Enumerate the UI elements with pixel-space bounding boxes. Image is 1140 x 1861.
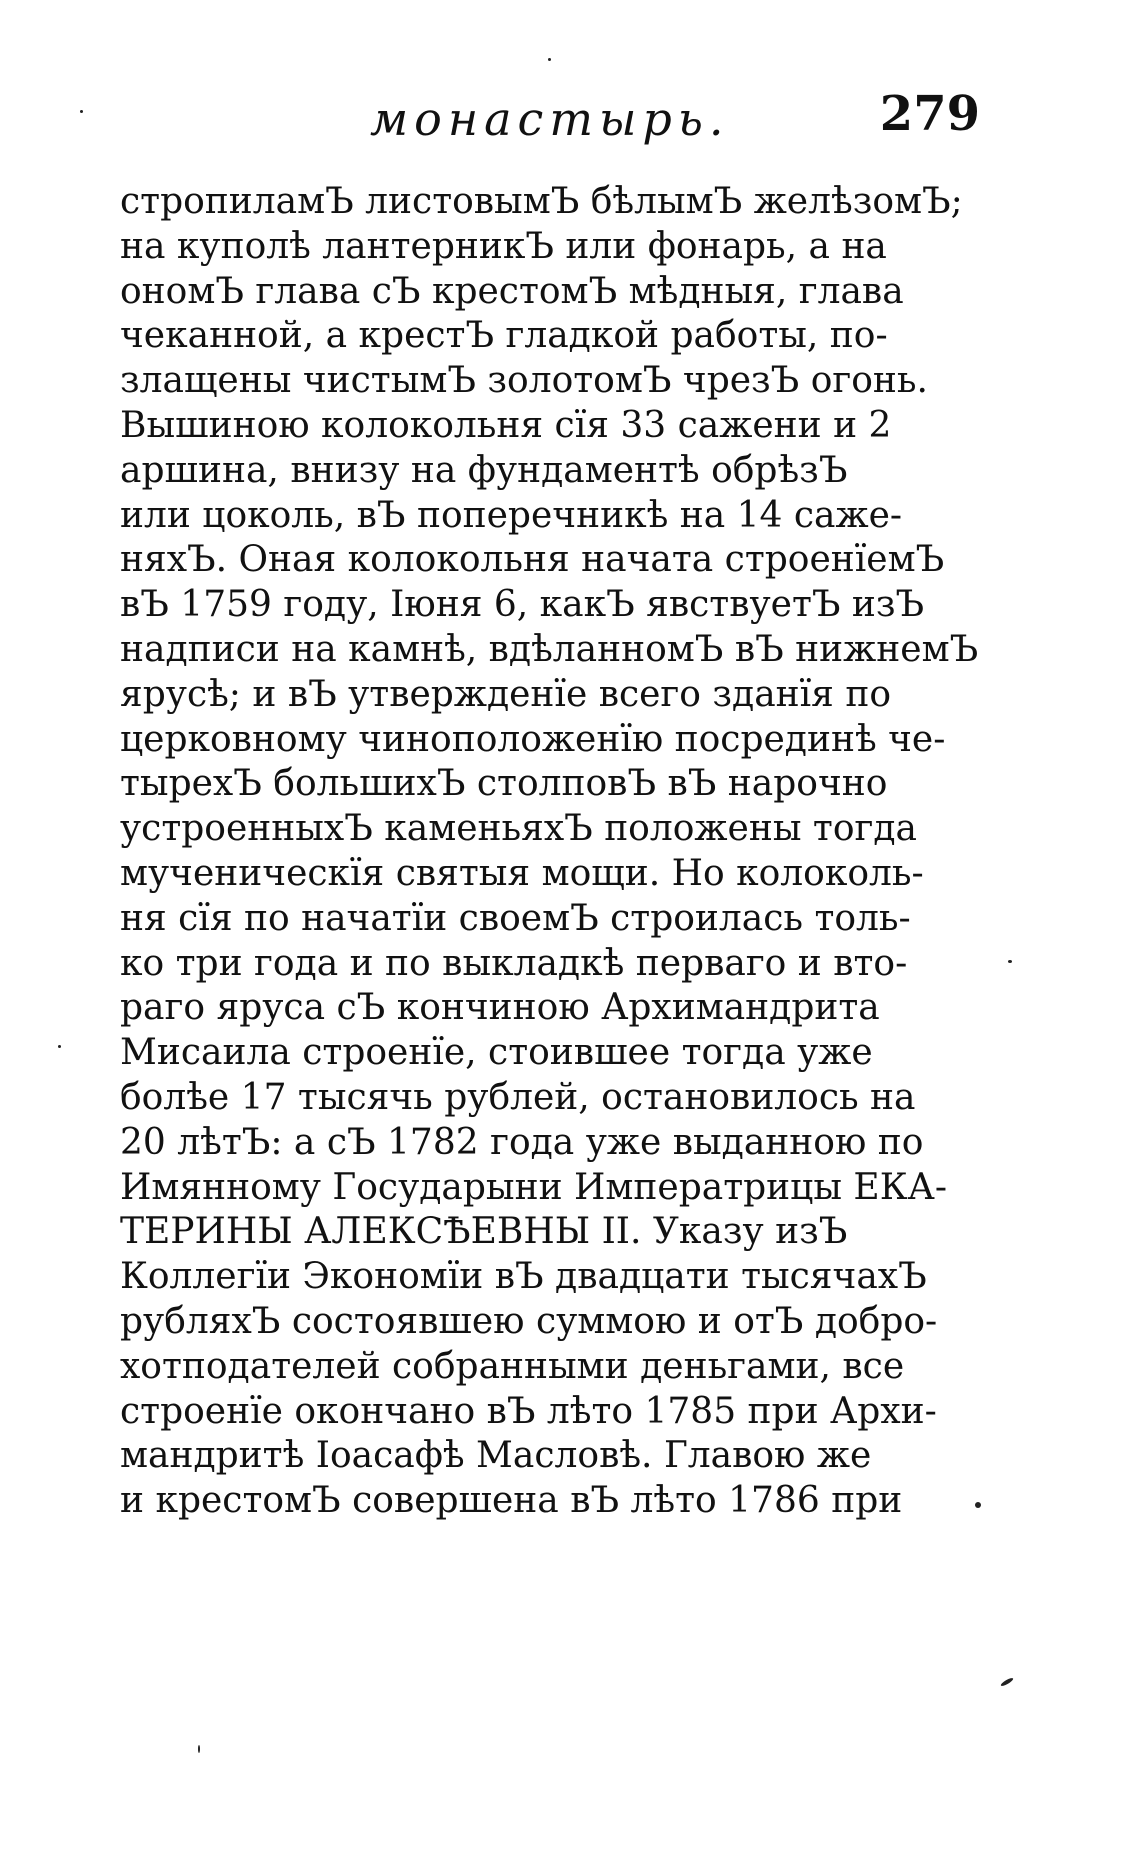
text-line: хотподателей собранными деньгами, все <box>120 1345 905 1387</box>
text-line: ко три года и по выкладкѣ перваго и вто- <box>120 942 908 984</box>
text-line: ономЪ глава сЪ крестомЪ мѣдныя, глава <box>120 270 904 312</box>
text-line: Мисаила строенїе, стоившее тогда уже <box>120 1032 873 1074</box>
text-line: надписи на камнѣ, вдѣланномЪ вЪ нижнемЪ <box>120 628 979 670</box>
text-line: болѣе 17 тысячь рублей, остановилось на <box>120 1076 916 1118</box>
text-line: мандритѣ Іоасафѣ Масловѣ. Главою же <box>120 1435 872 1477</box>
text-line: ТЕРИНЫ АЛЕКСѢЕВНЫ II. Указу изЪ <box>120 1211 848 1253</box>
text-line: аршина, внизу на фундаментѣ обрѣзЪ <box>120 449 848 491</box>
text-line: рубляхЪ состоявшею суммою и отЪ добро- <box>120 1300 938 1342</box>
text-line: 20 лѣтЪ: а сЪ 1782 года уже выданною по <box>120 1121 924 1163</box>
text-line: ярусѣ; и вЪ утвержденїе всего зданїя по <box>120 673 891 715</box>
text-line: церковному чиноположенїю посрединѣ че- <box>120 718 946 760</box>
text-line: чеканной, а крестЪ гладкой работы, по- <box>120 315 888 357</box>
page-header <box>120 82 980 152</box>
text-line: раго яруса сЪ кончиною Архимандрита <box>120 987 880 1029</box>
text-line: строенїе окончано вЪ лѣто 1785 при Архи- <box>120 1390 937 1432</box>
scan-speck <box>80 110 83 113</box>
text-line: и крестомЪ совершена вЪ лѣто 1786 при <box>120 1480 903 1522</box>
body-text <box>120 180 980 1524</box>
text-line: тырехЪ большихЪ столповЪ вЪ нарочно <box>120 763 888 805</box>
scan-speck <box>198 1745 200 1753</box>
text-line: няхЪ. Оная колокольня начата строенїемЪ <box>120 539 945 581</box>
text-line: или цоколь, вЪ поперечникѣ на 14 саже- <box>120 494 903 536</box>
text-line: злащены чистымЪ золотомЪ чрезЪ огонь. <box>120 360 928 402</box>
scan-speck <box>1000 1677 1014 1687</box>
text-line: ня сїя по начатїи своемЪ строилась толь- <box>120 897 911 939</box>
running-head: монастырь. <box>370 92 730 146</box>
scan-speck <box>58 1045 61 1048</box>
text-line: мученическїя святыя мощи. Но колоколь- <box>120 852 924 894</box>
text-line: Вышиною колокольня сїя 33 сажени и 2 <box>120 404 892 446</box>
scan-speck <box>975 1502 981 1508</box>
scan-speck <box>548 58 551 61</box>
text-line: вЪ 1759 году, Іюня 6, какЪ явствуетЪ изЪ <box>120 584 925 626</box>
text-line: Имянному Государыни Императрицы ЕКА- <box>120 1166 947 1208</box>
scan-speck <box>1008 960 1012 963</box>
text-line: на куполѣ лантерникЪ или фонарь, а на <box>120 225 887 267</box>
text-line: устроенныхЪ каменьяхЪ положены тогда <box>120 808 917 850</box>
text-line: стропиламЪ листовымЪ бѣлымЪ желѣзомЪ; <box>120 181 963 222</box>
text-line: Коллегїи Экономїи вЪ двадцати тысячахЪ <box>120 1256 927 1298</box>
page-number: 279 <box>879 86 980 142</box>
